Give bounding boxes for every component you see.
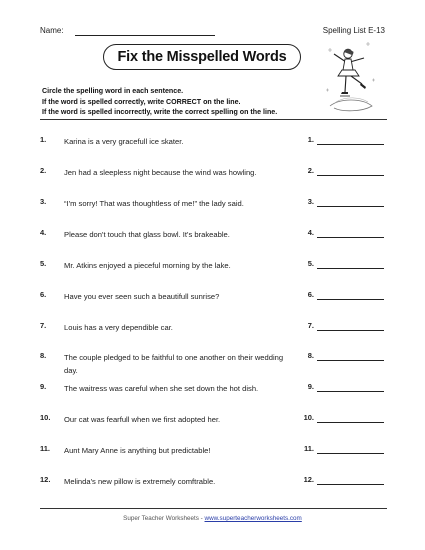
- answer-line[interactable]: [317, 206, 384, 207]
- divider: [40, 508, 387, 509]
- answer-number: 6.: [307, 290, 314, 299]
- answer-line[interactable]: [317, 237, 384, 238]
- question-row: [40, 135, 385, 163]
- question-row: [40, 290, 385, 318]
- question-text: The waitress was careful when she set down the hot dish.: [64, 384, 259, 393]
- question-text: Louis has a very dependible car.: [64, 323, 173, 332]
- question-text: Karina is a very gracefull ice skater.: [64, 137, 184, 146]
- question-number: 2.: [40, 166, 47, 175]
- question-text: Please don't touch that glass bowl. It's brakeable.: [64, 230, 230, 239]
- answer-number: 2.: [307, 166, 314, 175]
- answer-line[interactable]: [317, 330, 384, 331]
- question-row: [40, 413, 385, 441]
- answer-number: 12.: [303, 475, 314, 484]
- instructions: [42, 86, 342, 118]
- name-label: Name:: [40, 26, 64, 35]
- answer-line[interactable]: [317, 391, 384, 392]
- question-row: [40, 228, 385, 256]
- question-number: 5.: [40, 259, 47, 268]
- question-row: [40, 166, 385, 194]
- answer-number: 3.: [307, 197, 314, 206]
- footer-brand: Super Teacher Worksheets: [123, 515, 199, 522]
- answer-number: 7.: [307, 321, 314, 330]
- question-text: Have you ever seen such a beautifull sunrise?: [64, 292, 220, 301]
- answer-line[interactable]: [317, 422, 384, 423]
- answer-number: 5.: [307, 259, 314, 268]
- answer-line[interactable]: [317, 299, 384, 300]
- question-number: 10.: [40, 413, 51, 422]
- answer-line[interactable]: [317, 144, 384, 145]
- question-text: Aunt Mary Anne is anything but predictable!: [64, 446, 211, 455]
- question-row: [40, 321, 385, 349]
- answer-number: 11.: [303, 444, 314, 453]
- title-banner: [103, 44, 301, 70]
- question-number: 1.: [40, 135, 47, 144]
- question-text: “I'm sorry! That was thoughtless of me!” the lady said.: [64, 199, 244, 208]
- question-row: [40, 475, 385, 503]
- spelling-list-label: Spelling List E-13: [322, 26, 385, 35]
- question-row: [40, 382, 385, 410]
- question-number: 4.: [40, 228, 47, 237]
- question-number: 11.: [40, 444, 51, 453]
- question-row: [40, 444, 385, 472]
- page-title: Fix the Misspelled Words: [117, 49, 287, 65]
- footer-separator: -: [198, 515, 205, 522]
- name-line[interactable]: [75, 35, 215, 36]
- question-row: [40, 259, 385, 287]
- question-row: [40, 197, 385, 225]
- answer-line[interactable]: [317, 268, 384, 269]
- answer-line[interactable]: [317, 484, 384, 485]
- answer-number: 8.: [307, 351, 314, 360]
- answer-line[interactable]: [317, 175, 384, 176]
- question-number: 8.: [40, 351, 47, 360]
- answer-number: 9.: [307, 382, 314, 391]
- question-text: Melinda's new pillow is extremely comftrable.: [64, 477, 216, 486]
- question-number: 6.: [40, 290, 47, 299]
- instruction-line: If the word is spelled correctly, write CORRECT on the line.: [42, 97, 241, 106]
- answer-number: 10.: [303, 413, 314, 422]
- instruction-line: If the word is spelled incorrectly, write the correct spelling on the line.: [42, 108, 278, 116]
- answer-number: 1.: [307, 135, 314, 144]
- question-number: 3.: [40, 197, 47, 206]
- divider: [40, 119, 387, 120]
- question-text: Jen had a sleepless night because the wind was howling.: [64, 168, 257, 177]
- answer-line[interactable]: [317, 453, 384, 454]
- question-text: The couple pledged to be faithful to one another on their wedding day.: [64, 353, 284, 375]
- question-text: Mr. Atkins enjoyed a pieceful morning by the lake.: [64, 261, 231, 270]
- question-number: 7.: [40, 321, 47, 330]
- question-number: 9.: [40, 382, 47, 391]
- footer-link[interactable]: www.superteacherworksheets.com: [204, 515, 302, 522]
- footer: [0, 515, 425, 522]
- answer-line[interactable]: [317, 360, 384, 361]
- question-number: 12.: [40, 475, 51, 484]
- instruction-line: Circle the spelling word in each sentence.: [42, 87, 184, 95]
- question-row: [40, 351, 385, 379]
- question-text: Our cat was fearfull when we first adopted her.: [64, 415, 221, 424]
- answer-number: 4.: [307, 228, 314, 237]
